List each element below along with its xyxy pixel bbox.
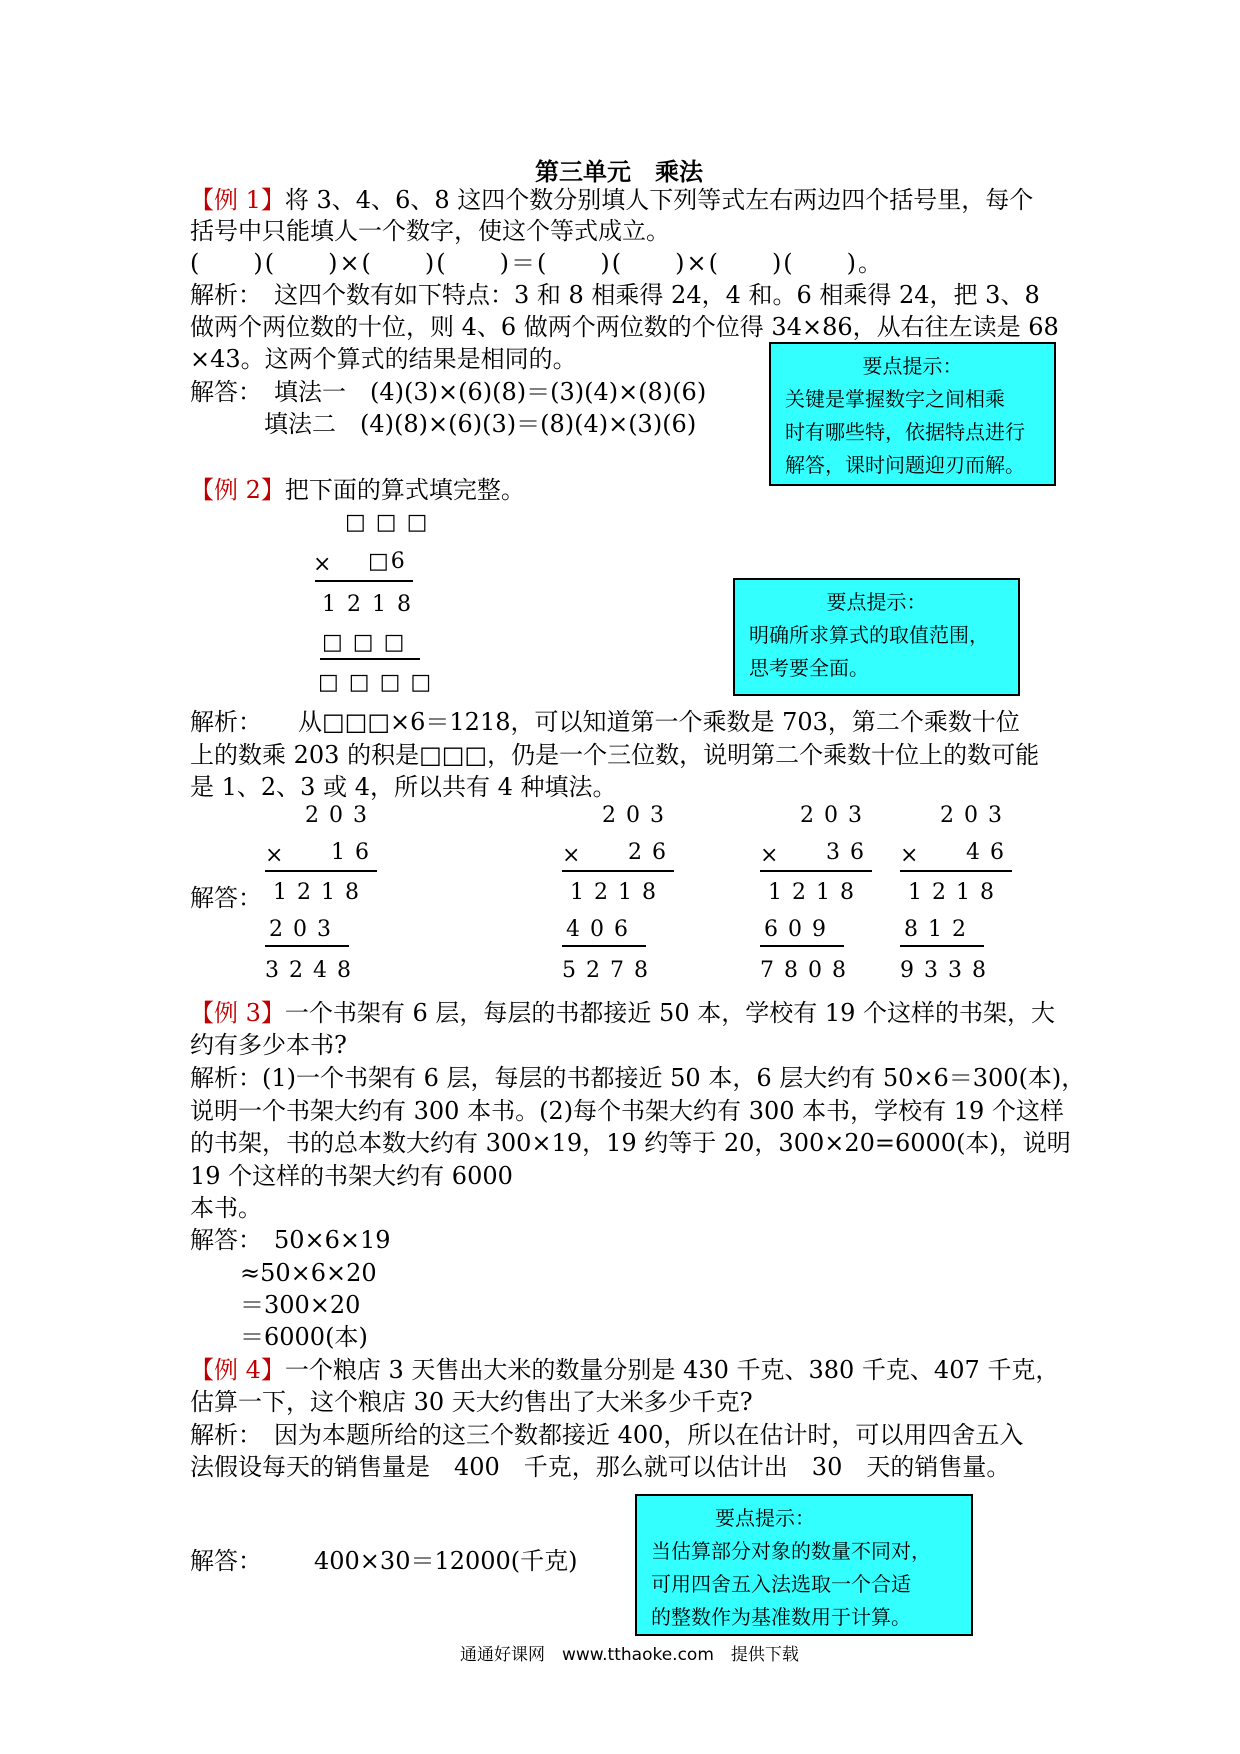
times-sign: × (900, 843, 919, 868)
partial-product-2: 406 (566, 917, 638, 942)
tip-line: 解答，课时问题迎刃而解。 (785, 453, 1025, 477)
example-3-question-line-1: 【例 3】一个书架有 6 层，每层的书都接近 50 本，学校有 19 个这样的书架，大 (190, 999, 1056, 1027)
example-4-analysis-line-1: 解析： 因为本题所给的这三个数都接近 400，所以在估计时，可以用四舍五入 (190, 1421, 1024, 1449)
example-3-analysis-line-5: 本书。 (190, 1194, 262, 1222)
example-1-equation: ( )( )×( )( )＝( )( )×( )( )。 (190, 249, 885, 277)
example-1-tip-box (769, 342, 1056, 486)
vertical-partial-1: 1 2 1 8 (322, 592, 413, 617)
example-2-analysis-line-1: 解析： 从□□□×6＝1218，可以知道第一个乘数是 703，第二个乘数十位 (190, 708, 1020, 736)
rule-line (900, 870, 1012, 872)
partial-product-1: 1218 (908, 880, 1004, 905)
multiplier: 26 (628, 840, 676, 865)
rule-line (562, 945, 646, 947)
vertical-multiplication (760, 803, 880, 993)
example-1-analysis-line-1: 解析： 这四个数有如下特点：3 和 8 相乘得 24，4 和。6 相乘得 24，把 3、8 (190, 281, 1040, 309)
example-2-analysis-line-3: 是 1、2、3 或 4，所以共有 4 种填法。 (190, 773, 617, 801)
multiplicand: 203 (800, 803, 872, 828)
rule-line (760, 945, 844, 947)
vertical-multiplication (562, 803, 682, 993)
rule-line (265, 870, 377, 872)
example-4-answer-label: 解答： (190, 1547, 262, 1575)
tip-line: 时有哪些特，依据特点进行 (785, 420, 1025, 444)
example-1-analysis-line-2: 做两个两位数的十位，则 4、6 做两个两位数的个位得 34×86，从右往左读是 68 (190, 313, 1059, 341)
rule-line (760, 870, 872, 872)
vertical-multiplication (900, 803, 1020, 993)
example-2-tag: 【例 2】 (190, 476, 285, 504)
example-3-tag: 【例 3】 (190, 999, 285, 1027)
rule-line (265, 945, 349, 947)
product: 9338 (900, 958, 996, 983)
example-4-analysis-line-2: 法假设每天的销售量是 400 千克，那么就可以估计出 30 天的销售量。 (190, 1453, 1011, 1481)
example-3-analysis-line-1: 解析：(1)一个书架有 6 层，每层的书都接近 50 本，6 层大约有 50×6＝300(本)， (190, 1064, 1086, 1092)
partial-product-2: 812 (904, 917, 976, 942)
tip-line: 可用四舍五入法选取一个合适 (651, 1572, 911, 1596)
example-1-analysis-line-3: ×43。这两个算式的结果是相同的。 (190, 345, 577, 373)
example-2-tip-box (733, 578, 1020, 696)
multiplier: 36 (826, 840, 874, 865)
partial-product-2: 609 (764, 917, 836, 942)
multiplicand: 203 (940, 803, 1012, 828)
vertical-result: □□□□ (318, 670, 442, 695)
partial-product-2: 203 (269, 917, 341, 942)
example-3-analysis-line-4: 19 个这样的书架大约有 6000 (190, 1162, 513, 1190)
example-4-tag: 【例 4】 (190, 1356, 285, 1384)
partial-product-1: 1218 (768, 880, 864, 905)
example-2-answer-label: 解答： (190, 884, 262, 912)
product: 5278 (562, 958, 658, 983)
times-sign: × (562, 843, 581, 868)
partial-product-1: 1218 (273, 880, 369, 905)
example-1-question-line-1: 【例 1】将 3、4、6、8 这四个数分别填人下列等式左右两边四个括号里，每个 (190, 186, 1034, 214)
tip-line: 关键是掌握数字之间相乘 (785, 387, 1005, 411)
example-3-solution-2: ≈50×6×20 (240, 1259, 377, 1287)
example-4-question-line-2: 估算一下，这个粮店 30 天大约售出了大米多少千克? (190, 1388, 753, 1416)
times-sign: × (265, 843, 284, 868)
tip-line: 当估算部分对象的数量不同对， (651, 1539, 931, 1563)
footer-credit: 通通好课网 www.tthaoke.com 提供下载 (460, 1645, 799, 1665)
example-1-solution-1: 解答： 填法一 (4)(3)×(6)(8)＝(3)(4)×(8)(6) (190, 378, 707, 406)
product: 7808 (760, 958, 856, 983)
example-1-question-line-2: 括号中只能填人一个数字，使这个等式成立。 (190, 217, 670, 245)
product: 3248 (265, 958, 361, 983)
tip-heading: 要点提示： (715, 1506, 815, 1530)
example-1-tag: 【例 1】 (190, 186, 285, 214)
partial-product-1: 1218 (570, 880, 666, 905)
example-4-tip-box (635, 1494, 973, 1636)
example-2-analysis-line-2: 上的数乘 203 的积是□□□，仍是一个三位数，说明第二个乘数十位上的数可能 (190, 741, 1040, 769)
tip-line: 的整数作为基准数用于计算。 (651, 1605, 911, 1629)
vertical-partial-2: □□□ (322, 630, 415, 655)
rule-line (320, 658, 420, 660)
times-sign: × (313, 552, 332, 577)
page-title: 第三单元 乘法 (535, 158, 703, 186)
multiplier: 46 (966, 840, 1014, 865)
example-1-solution-2: 填法二 (4)(8)×(6)(3)＝(8)(4)×(3)(6) (264, 410, 697, 438)
rule-line (562, 870, 674, 872)
example-3-solution-1: 解答： 50×6×19 (190, 1226, 391, 1254)
vertical-multiplication (265, 803, 385, 993)
multiplicand: 203 (602, 803, 674, 828)
example-2-question: 【例 2】把下面的算式填完整。 (190, 476, 525, 504)
tip-heading: 要点提示： (862, 354, 963, 378)
example-3-solution-4: ＝6000(本) (240, 1323, 368, 1351)
example-3-solution-3: ＝300×20 (240, 1291, 361, 1319)
example-4-solution: 400×30＝12000(千克) (314, 1547, 578, 1575)
multiplicand: 203 (305, 803, 377, 828)
multiplier: 16 (331, 840, 379, 865)
example-4-question-line-1: 【例 4】一个粮店 3 天售出大米的数量分别是 430 千克、380 千克、407 千克， (190, 1356, 1060, 1384)
tip-heading: 要点提示： (826, 590, 927, 614)
vertical-multiplier: □6 (368, 549, 407, 574)
tip-line: 明确所求算式的取值范围， (749, 623, 989, 647)
rule-line (315, 580, 413, 582)
times-sign: × (760, 843, 779, 868)
vertical-multiplicand: □□□ (345, 510, 438, 535)
rule-line (900, 945, 984, 947)
example-3-analysis-line-2: 说明一个书架大约有 300 本书。(2)每个书架大约有 300 本书，学校有 19 个这样 (190, 1097, 1064, 1125)
example-3-analysis-line-3: 的书架，书的总本数大约有 300×19，19 约等于 20，300×20=6000(本)，说明 (190, 1129, 1071, 1157)
tip-line: 思考要全面。 (749, 656, 869, 680)
example-3-question-line-2: 约有多少本书? (190, 1031, 347, 1059)
